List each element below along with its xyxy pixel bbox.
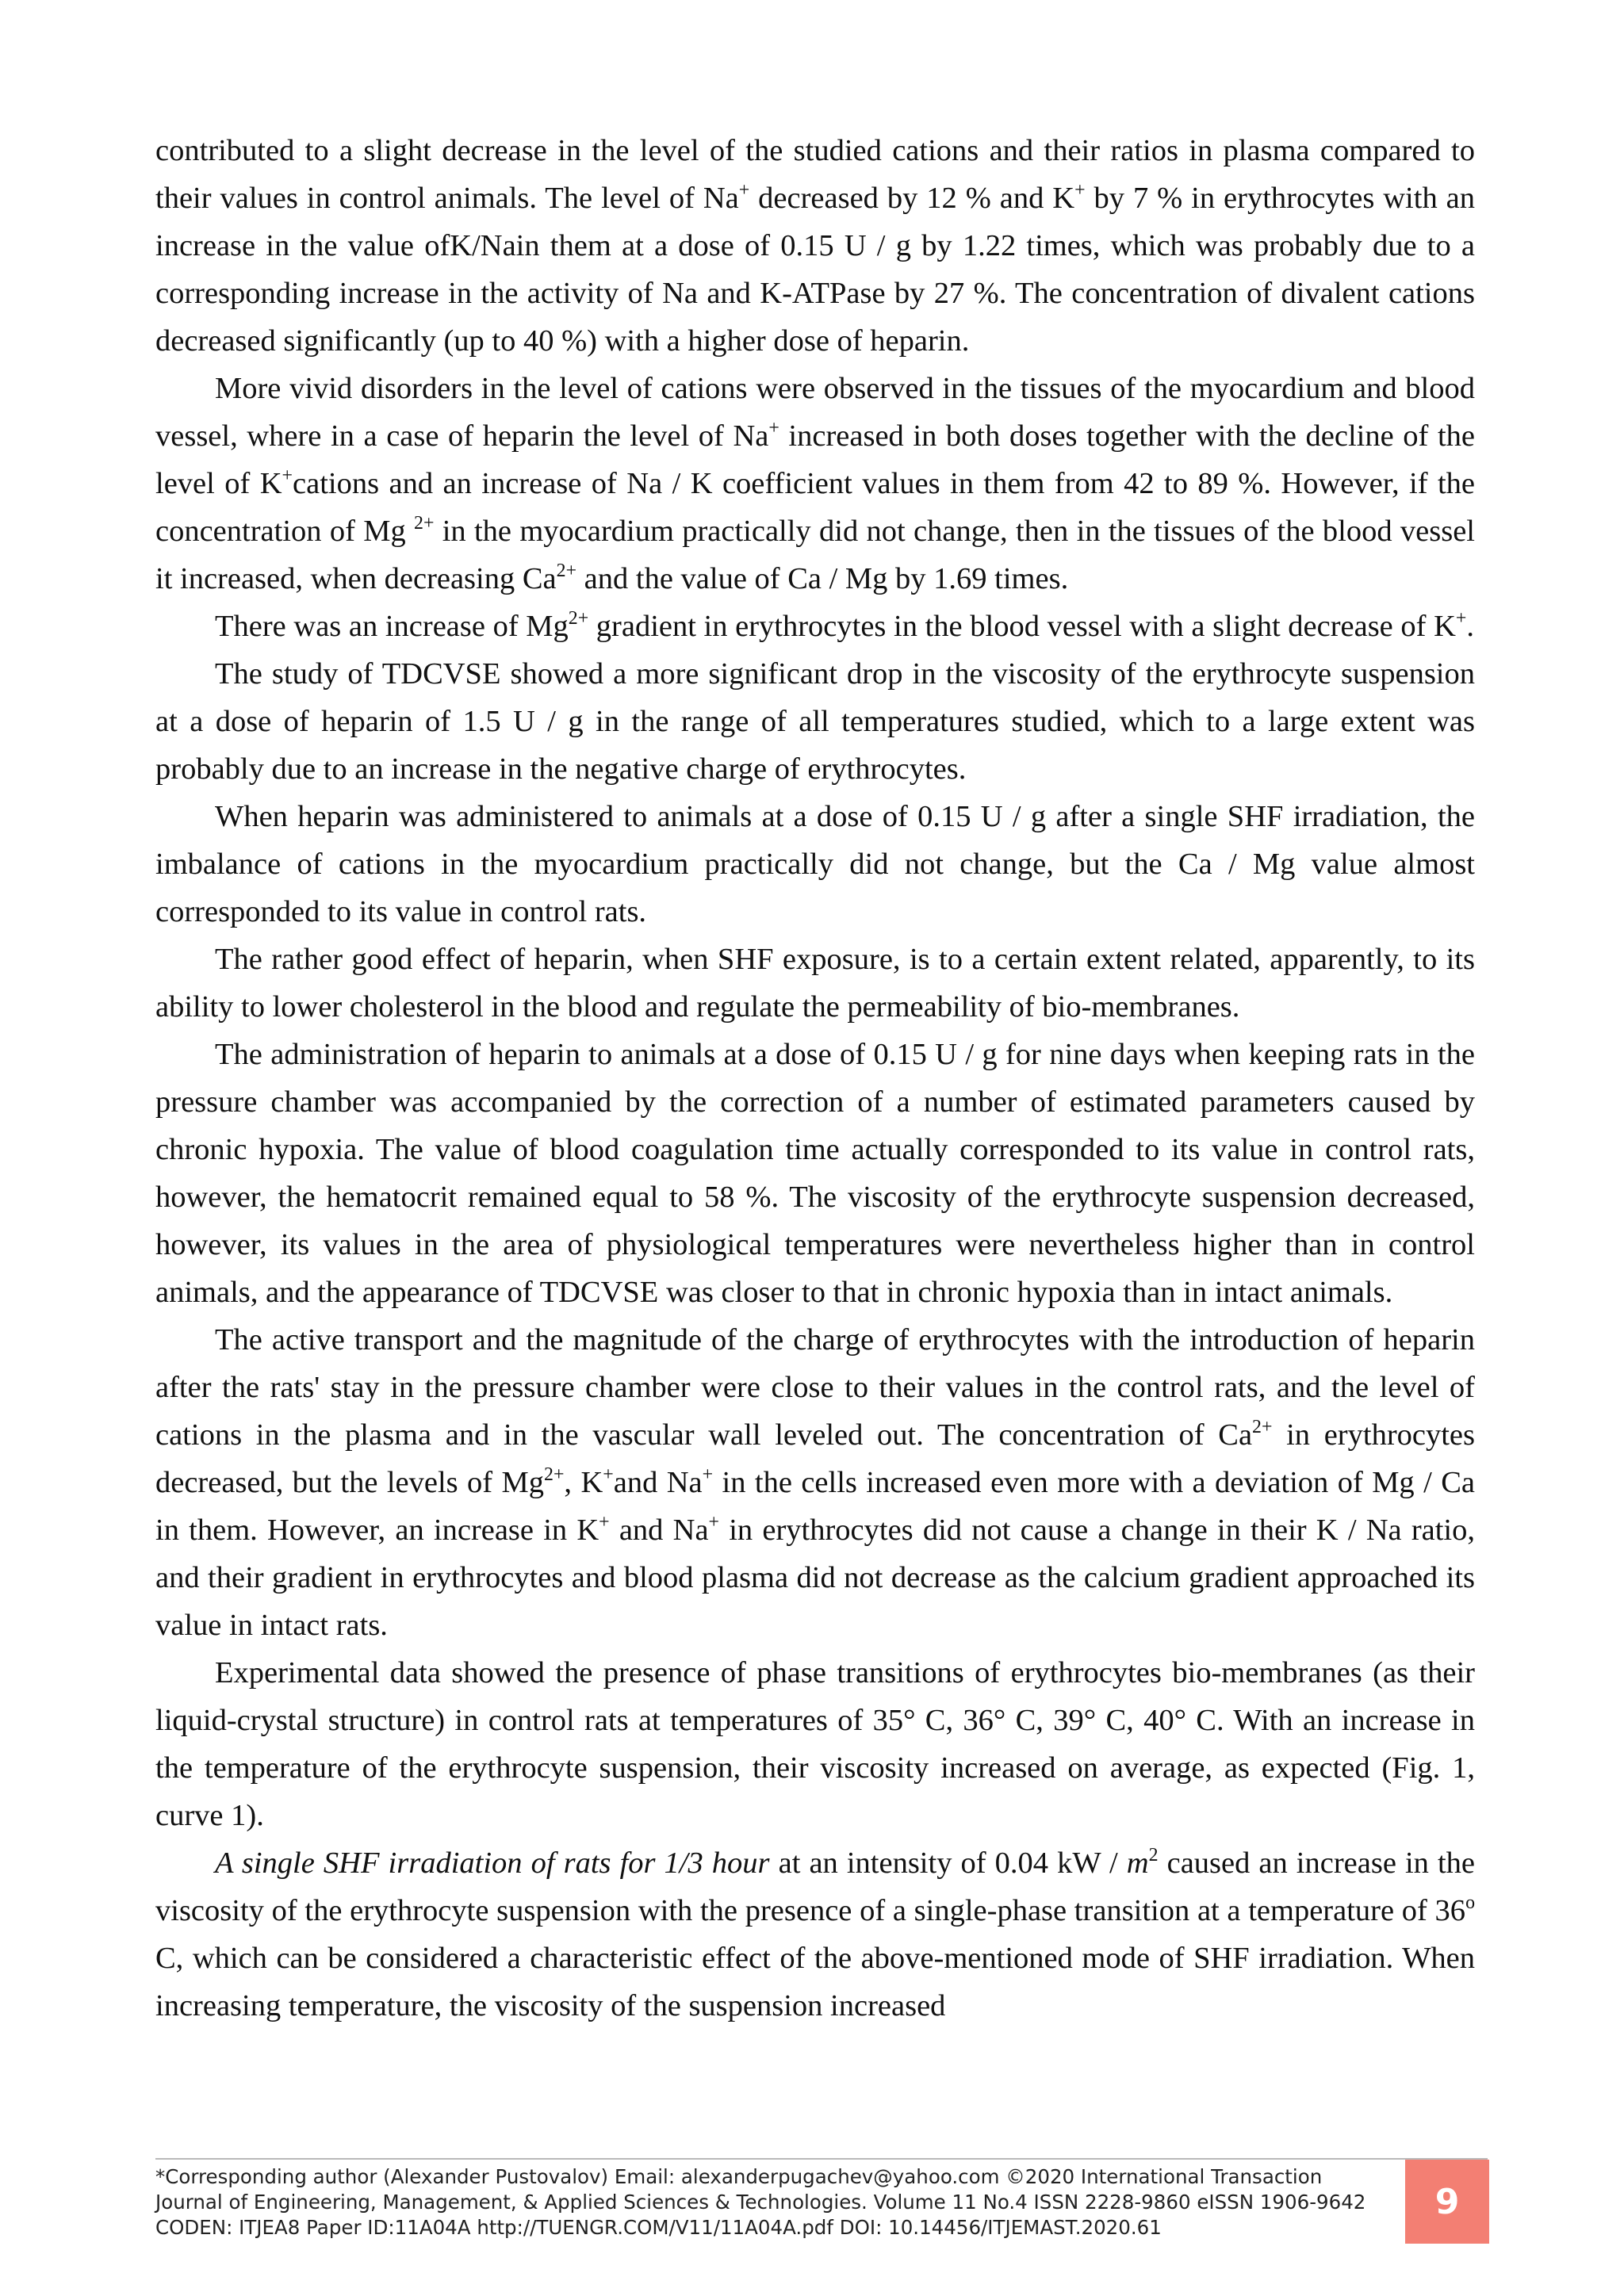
paragraph-2: More vivid disorders in the level of cations were observed in the tissues of the myocardium and blood vessel, where in a case of heparin the level of Na+ increased in both doses together with the decline of the level of K+cations and an increase of Na / K coefficient values in them from 42 to 89 %. However, if the concentration of Mg $^{2+}$ in the myocardium practically did not change, then in the tissues of the blood vessel it increased, when decreasing $Ca^{2+}$ and the value of Ca / Mg by 1.69 times.	[155, 372, 1475, 595]
footer-line-1: *Corresponding author (Alexander Pustovalov) Email: alexanderpugachev@yahoo.com ©2020 International Transaction	[155, 2165, 1323, 2188]
paragraph-6: The rather good effect of heparin, when SHF exposure, is to a certain extent related, apparently, to its ability to lower cholesterol in the blood and regulate the permeability of bio-membranes.	[155, 943, 1475, 1024]
paragraph-8: The active transport and the magnitude of the charge of erythrocytes with the introduction of heparin after the rats' stay in the pressure chamber were close to their values in the control rats, and the level of cations in the plasma and in the vascular wall leveled out. The concentration of $Ca^{2+}$ in erythrocytes decreased, but the levels of $Mg^{2+}$, K+and Na+ in the cells increased even more with a deviation of Mg / Ca in them. However, an increase in K+ and Na+ in erythrocytes did not cause a change in their K / Na ratio, and their gradient in erythrocytes and blood plasma did not decrease as the calcium gradient approached its value in intact rats.	[155, 1323, 1475, 1642]
footer-divider	[155, 2158, 1488, 2160]
paragraph-1: contributed to a slight decrease in the level of the studied cations and their ratios in plasma compared to their values in control animals. The level of Na+ decreased by 12 % and K+ by 7 % in erythrocytes with an increase in the value ofK/Nain them at a dose of 0.15 U / g by 1.22 times, which was probably due to a corresponding increase in the activity of Na and K-ATPase by 27 %. The concentration of divalent cations decreased significantly (up to 40 %) with a higher dose of heparin.	[155, 134, 1475, 358]
body-text	[155, 127, 1475, 2030]
paragraph-4: The study of TDCVSE showed a more significant drop in the viscosity of the erythrocyte suspension at a dose of heparin of 1.5 U / g in the range of all temperatures studied, which to a large extent was probably due to an increase in the negative charge of erythrocytes.	[155, 657, 1475, 786]
paragraph-9: Experimental data showed the presence of phase transitions of erythrocytes bio-membranes (as their liquid-crystal structure) in control rats at temperatures of 35° C, 36° C, 39° C, 40° C. With an increase in the temperature of the erythrocyte suspension, their viscosity increased on average, as expected (Fig. 1, curve 1).	[155, 1656, 1475, 1832]
paragraph-3: There was an increase of $Mg^{2+}$ gradient in erythrocytes in the blood vessel with a slight decrease of K+.	[215, 607, 1474, 643]
footer-line-2: Journal of Engineering, Management, & Applied Sciences & Technologies. Volume 11 No.4 ISSN 2228-9860 eISSN 1906-9642	[155, 2191, 1366, 2214]
paragraph-5: When heparin was administered to animals at a dose of 0.15 U / g after a single SHF irradiation, the imbalance of cations in the myocardium practically did not change, but the Ca / Mg value almost corresponded to its value in control rats.	[155, 800, 1475, 928]
page-number-badge: 9	[1405, 2160, 1489, 2244]
footer	[155, 2164, 1392, 2241]
paragraph-7: The administration of heparin to animals at a dose of 0.15 U / g for nine days when keeping rats in the pressure chamber was accompanied by the correction of a number of estimated parameters caused by chronic hypoxia. The value of blood coagulation time actually corresponded to its value in control rats, however, the hematocrit remained equal to 58 %. The viscosity of the erythrocyte suspension decreased, however, its values in the area of physiological temperatures were nevertheless higher than in control animals, and the appearance of TDCVSE was closer to that in chronic hypoxia than in intact animals.	[155, 1038, 1475, 1309]
footer-line-3: CODEN: ITJEA8 Paper ID:11A04A http://TUENGR.COM/V11/11A04A.pdf DOI: 10.14456/ITJEMAST.2020.61	[155, 2216, 1162, 2239]
paragraph-10: A single SHF irradiation of rats for 1/3 hour at an intensity of 0.04 kW / $m^2$ caused an increase in the viscosity of the erythrocyte suspension with the presence of a single-phase transition at a temperature of 36$^o$ C, which can be considered a characteristic effect of the above-mentioned mode of SHF irradiation. When increasing temperature, the viscosity of the suspension increased	[155, 1844, 1476, 2022]
